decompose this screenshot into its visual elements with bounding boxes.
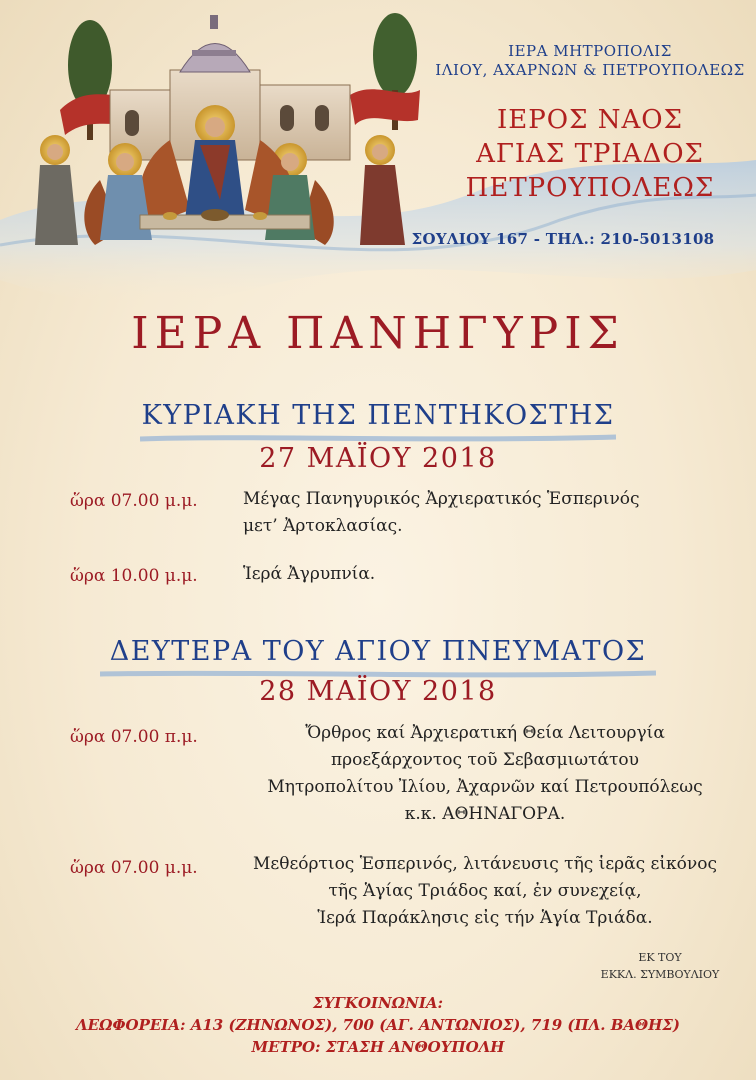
section-2-title: ΔΕΥΤΕΡΑ ΤΟΥ ΑΓΙΟΥ ΠΝΕΥΜΑΤΟΣ xyxy=(109,636,647,667)
event-time: ὥρα 10.00 μ.μ. xyxy=(70,566,198,586)
event-time: ὥρα 07.00 π.μ. xyxy=(70,727,198,747)
church-name-line-2: ΑΓΙΑΣ ΤΡΙΑΔΟΣ xyxy=(476,139,704,169)
event-line: Μέγας Πανηγυρικός Ἀρχιερατικός Ἑσπερινός xyxy=(243,489,640,509)
signature-line-1: ΕΚ ΤΟΥ xyxy=(638,951,682,964)
metropolis-header xyxy=(430,42,750,80)
section-2-date: 28 ΜΑΪΟΥ 2018 xyxy=(259,676,497,707)
section-1-title: ΚΥΡΙΑΚΗ ΤΗΣ ΠΕΝΤΗΚΟΣΤΗΣ xyxy=(141,400,615,431)
church-name-line-3: ΠΕΤΡΟΥΠΟΛΕΩΣ xyxy=(465,173,715,203)
section-1-date: 27 ΜΑΪΟΥ 2018 xyxy=(259,443,497,474)
event-time: ὥρα 07.00 μ.μ. xyxy=(70,858,198,878)
event-description xyxy=(243,486,640,540)
event-line: Ἱερά Παράκλησις εἰς τήν Ἁγία Τριάδα. xyxy=(317,908,653,928)
event-description xyxy=(230,851,740,932)
event-description xyxy=(243,561,375,588)
event-line: Μητροπολίτου Ἰλίου, Ἀχαρνῶν καί Πετρουπόλεως xyxy=(267,777,703,797)
event-line: Ἱερά Ἀγρυπνία. xyxy=(243,564,376,584)
holy-trinity-icon xyxy=(20,10,430,260)
transport-heading: ΣΥΓΚΟΙΝΩΝΙΑ: xyxy=(312,994,444,1012)
event-line: τῆς Ἁγίας Τριάδος καί, ἐν συνεχείᾳ, xyxy=(328,881,642,901)
signature xyxy=(600,949,720,983)
church-address: ΣΟΥΛΙΟΥ 167 - ΤΗΛ.: 210-5013108 xyxy=(411,230,715,248)
event-description xyxy=(230,720,740,828)
event-line: κ.κ. ΑΘΗΝΑΓΟΡΑ. xyxy=(404,804,566,824)
event-time: ὥρα 07.00 μ.μ. xyxy=(70,491,198,511)
event-line: Ὄρθρος καί Ἀρχιερατική Θεία Λειτουργία xyxy=(305,723,665,743)
event-line: μετ’ Ἀρτοκλασίας. xyxy=(243,516,403,536)
event-line: Μεθεόρτιος Ἑσπερινός, λιτάνευσις τῆς ἱερᾶς εἰκόνος xyxy=(253,854,717,874)
event-line: προεξάρχοντος τοῦ Σεβασμιωτάτου xyxy=(330,750,640,770)
transport-metro: ΜΕΤΡΟ: ΣΤΑΣΗ ΑΝΘΟΥΠΟΛΗ xyxy=(251,1038,505,1056)
church-name-line-1: ΙΕΡΟΣ ΝΑΟΣ xyxy=(497,105,683,135)
brush-underline-1 xyxy=(140,433,616,443)
metropolis-line-1: ΙΕΡΑ ΜΗΤΡΟΠΟΛΙΣ xyxy=(508,42,672,60)
page-title: ΙΕΡΑ ΠΑΝΗΓΥΡΙΣ xyxy=(131,308,625,359)
transport-bus-lines: ΛΕΩΦΟΡΕΙΑ: Α13 (ΖΗΝΩΝΟΣ), 700 (ΑΓ. ΑΝΤΩΝΙΟΣ), 719 (ΠΛ. ΒΑΘΗΣ) xyxy=(76,1016,680,1034)
signature-line-2: ΕΚΚΛ. ΣΥΜΒΟΥΛΙΟΥ xyxy=(600,968,720,981)
metropolis-line-2: ΙΛΙΟΥ, ΑΧΑΡΝΩΝ & ΠΕΤΡΟΥΠΟΛΕΩΣ xyxy=(435,61,745,79)
